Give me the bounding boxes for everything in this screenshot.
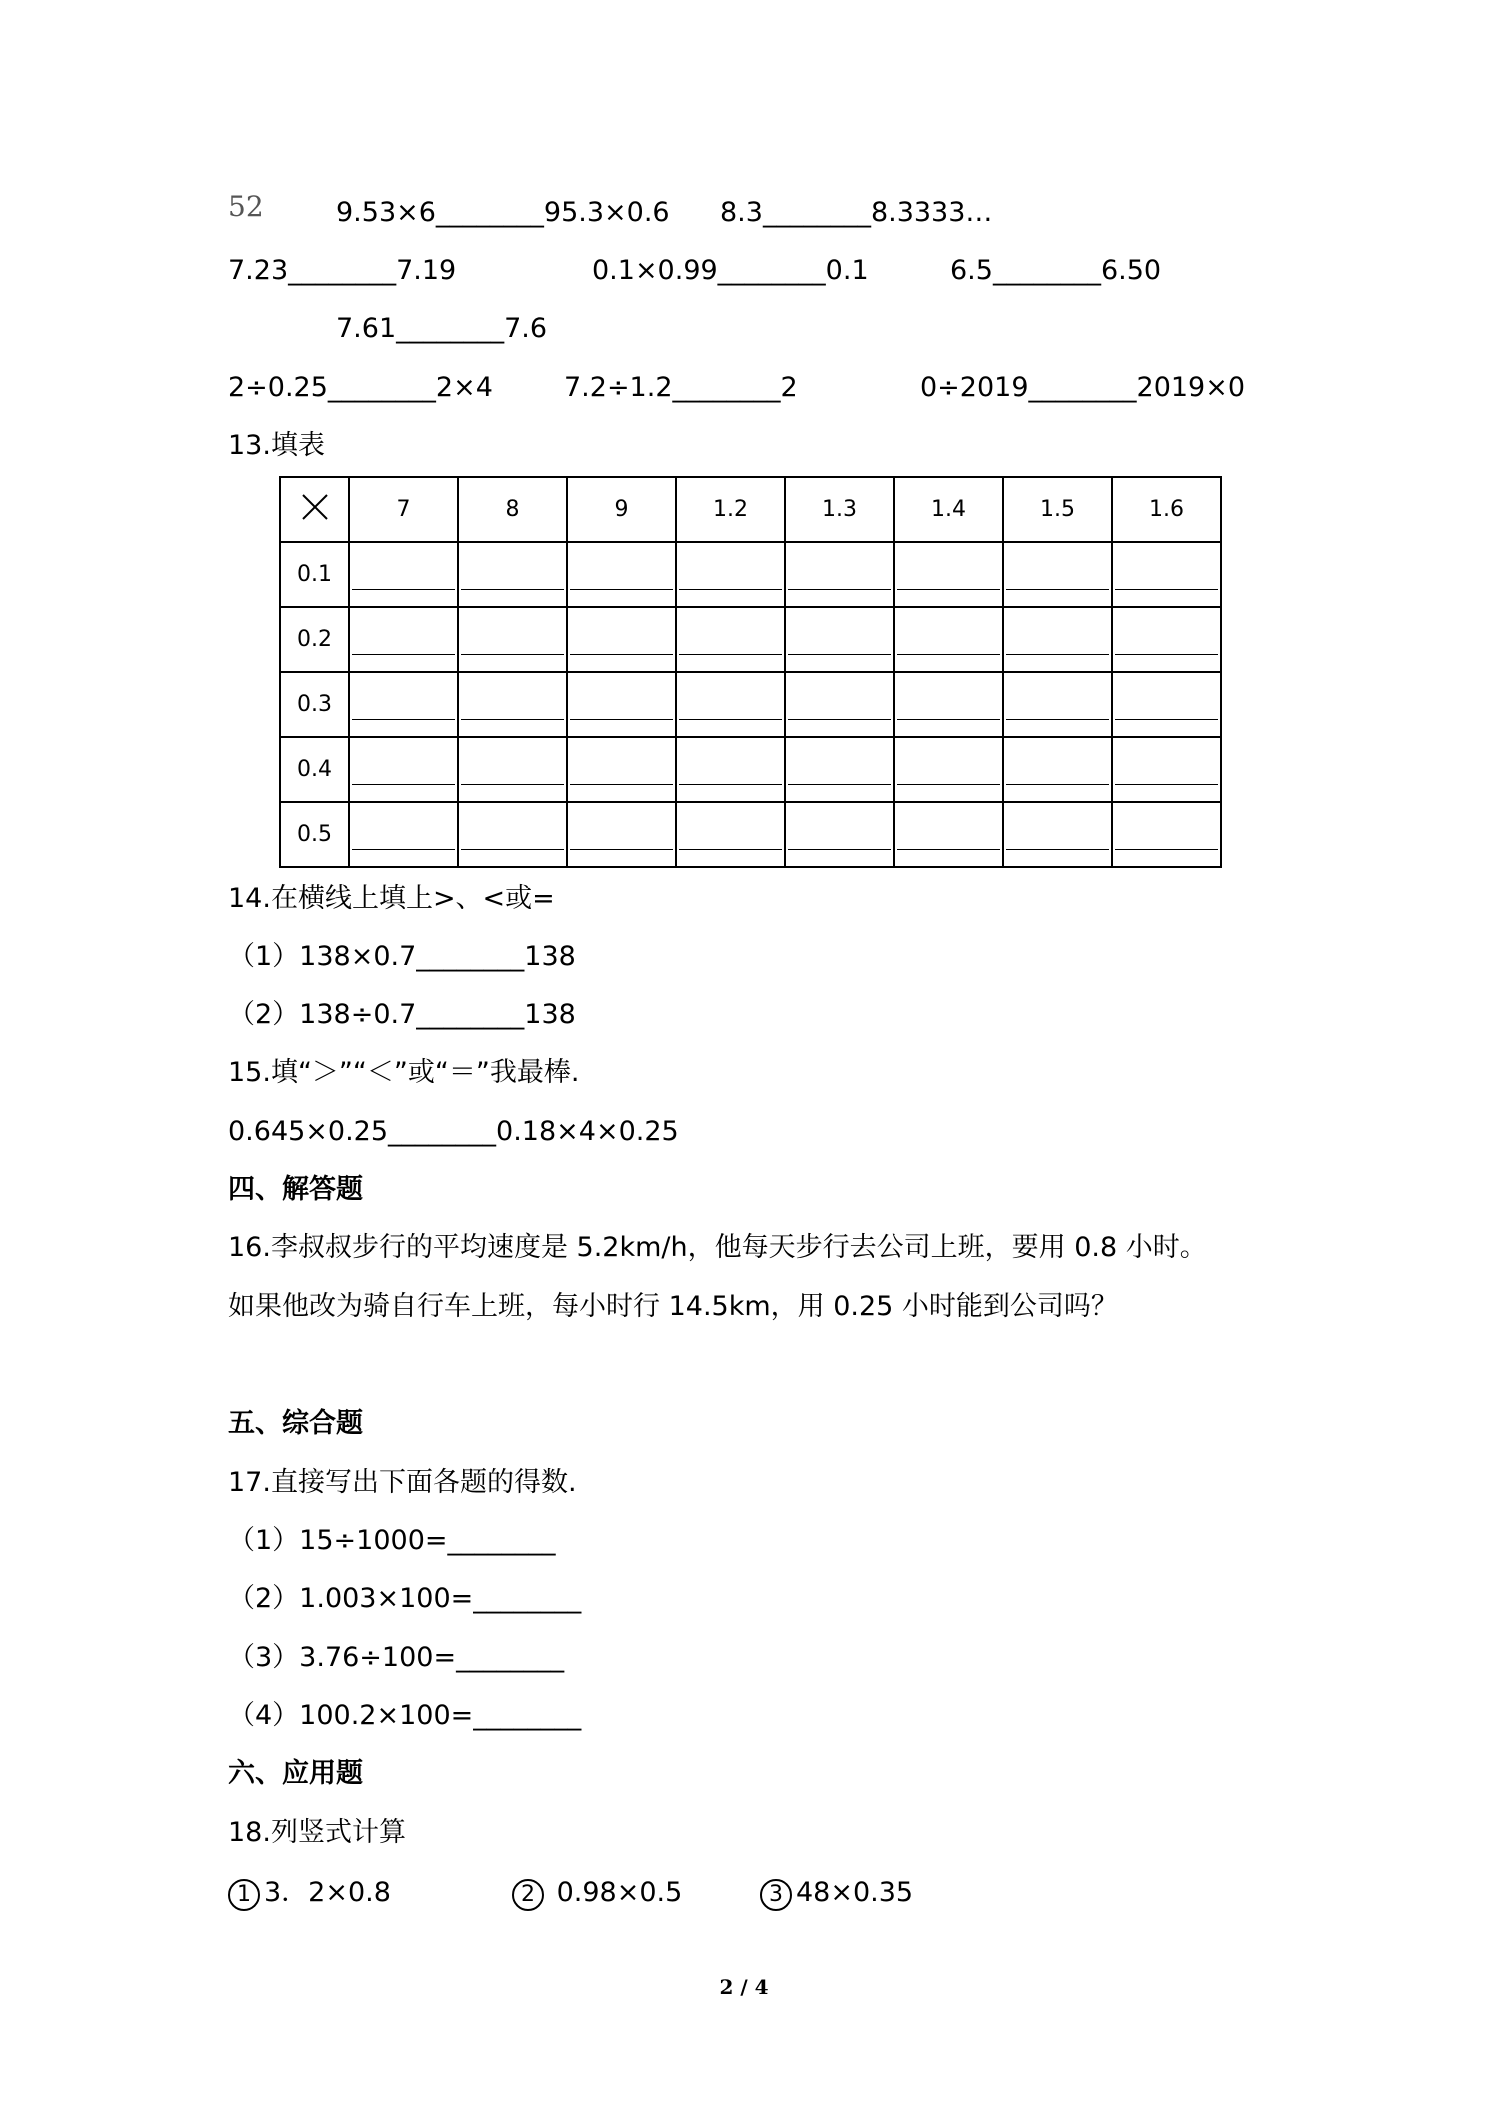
- table-row: [280, 607, 1221, 672]
- answer-blank[interactable]: [349, 737, 458, 802]
- answer-blank[interactable]: [1112, 802, 1221, 867]
- answer-blank[interactable]: [1112, 737, 1221, 802]
- question-title: 15.填“＞”“＜”或“＝”我最棒.: [228, 1057, 580, 1088]
- answer-blank[interactable]: [894, 802, 1003, 867]
- section-heading: 五、综合题: [228, 1408, 363, 1439]
- answer-blank[interactable]: [458, 672, 567, 737]
- page-stamp: 52: [228, 190, 264, 223]
- answer-blank[interactable]: [785, 737, 894, 802]
- page-number: 2 / 4: [719, 1975, 769, 1999]
- answer-blank[interactable]: [567, 672, 676, 737]
- circled-number: 1: [228, 1879, 260, 1911]
- answer-blank[interactable]: [349, 802, 458, 867]
- answer-blank[interactable]: [1112, 542, 1221, 607]
- col-header: 1.3: [785, 477, 894, 542]
- answer-blank[interactable]: [567, 607, 676, 672]
- row-header: 0.1: [280, 542, 349, 607]
- vertical-calc-item: [760, 1876, 913, 1911]
- answer-blank[interactable]: [1003, 802, 1112, 867]
- compare-item: 2÷0.25________2×4: [228, 372, 493, 403]
- answer-blank[interactable]: [458, 802, 567, 867]
- table-header-row: [280, 477, 1221, 542]
- answer-blank[interactable]: [349, 542, 458, 607]
- answer-blank[interactable]: [458, 737, 567, 802]
- answer-blank[interactable]: [458, 607, 567, 672]
- col-header: 8: [458, 477, 567, 542]
- answer-blank[interactable]: [785, 802, 894, 867]
- col-header: 9: [567, 477, 676, 542]
- answer-blank[interactable]: [894, 737, 1003, 802]
- answer-blank[interactable]: [1003, 542, 1112, 607]
- answer-blank[interactable]: [1003, 737, 1112, 802]
- answer-blank[interactable]: [1112, 672, 1221, 737]
- row-header: 0.3: [280, 672, 349, 737]
- question-title: 14.在横线上填上>、<或=: [228, 883, 555, 914]
- calc-item: （3）3.76÷100=________: [228, 1642, 565, 1673]
- times-icon-cell: [280, 477, 349, 542]
- table-row: [280, 542, 1221, 607]
- compare-item: 8.3________8.3333…: [720, 197, 993, 228]
- row-header: 0.2: [280, 607, 349, 672]
- answer-blank[interactable]: [785, 542, 894, 607]
- times-icon: [300, 492, 330, 522]
- calc-expr: 0.98×0.5: [548, 1877, 683, 1908]
- vertical-calc-item: [512, 1876, 682, 1911]
- calc-expr: 48×0.35: [796, 1877, 914, 1908]
- question-text: 16.李叔叔步行的平均速度是 5.2km/h，他每天步行去公司上班，要用 0.8 小时。: [228, 1232, 1207, 1263]
- table-row: [280, 802, 1221, 867]
- section-heading: 六、应用题: [228, 1758, 363, 1789]
- compare-item: 7.23________7.19: [228, 255, 457, 286]
- question-text: 如果他改为骑自行车上班，每小时行 14.5km，用 0.25 小时能到公司吗？: [228, 1291, 1118, 1322]
- answer-blank[interactable]: [1003, 607, 1112, 672]
- compare-item: 6.5________6.50: [950, 255, 1162, 286]
- answer-blank[interactable]: [676, 672, 785, 737]
- col-header: 7: [349, 477, 458, 542]
- section-heading: 四、解答题: [228, 1174, 363, 1205]
- circled-number: 3: [760, 1879, 792, 1911]
- question-title: 17.直接写出下面各题的得数.: [228, 1467, 577, 1498]
- answer-blank[interactable]: [567, 802, 676, 867]
- calc-item: （2）1.003×100=________: [228, 1583, 582, 1614]
- answer-blank[interactable]: [349, 607, 458, 672]
- answer-blank[interactable]: [676, 802, 785, 867]
- col-header: 1.2: [676, 477, 785, 542]
- compare-item: 0.1×0.99________0.1: [592, 255, 869, 286]
- col-header: 1.4: [894, 477, 1003, 542]
- answer-blank[interactable]: [676, 542, 785, 607]
- vertical-calc-item: [228, 1876, 391, 1911]
- answer-blank[interactable]: [1003, 672, 1112, 737]
- table-row: [280, 737, 1221, 802]
- answer-blank[interactable]: [567, 542, 676, 607]
- answer-blank[interactable]: [567, 737, 676, 802]
- circled-number: 2: [512, 1879, 544, 1911]
- compare-item: 0÷2019________2019×0: [920, 372, 1246, 403]
- calc-item: （1）15÷1000=________: [228, 1525, 556, 1556]
- answer-blank[interactable]: [349, 672, 458, 737]
- compare-item: 0.645×0.25________0.18×4×0.25: [228, 1116, 679, 1147]
- answer-blank[interactable]: [894, 607, 1003, 672]
- compare-item: （1）138×0.7________138: [228, 941, 576, 972]
- calc-item: （4）100.2×100=________: [228, 1700, 582, 1731]
- calc-expr: 3．2×0.8: [264, 1877, 391, 1908]
- answer-blank[interactable]: [676, 607, 785, 672]
- compare-item: 7.61________7.6: [336, 313, 548, 344]
- compare-item: （2）138÷0.7________138: [228, 999, 576, 1030]
- question-title: 18.列竖式计算: [228, 1817, 406, 1848]
- row-header: 0.4: [280, 737, 349, 802]
- col-header: 1.6: [1112, 477, 1221, 542]
- row-header: 0.5: [280, 802, 349, 867]
- table-row: [280, 672, 1221, 737]
- question-title: 13.填表: [228, 430, 325, 461]
- compare-item: 7.2÷1.2________2: [564, 372, 798, 403]
- answer-blank[interactable]: [894, 672, 1003, 737]
- answer-blank[interactable]: [676, 737, 785, 802]
- answer-blank[interactable]: [785, 607, 894, 672]
- col-header: 1.5: [1003, 477, 1112, 542]
- answer-blank[interactable]: [785, 672, 894, 737]
- compare-item: 9.53×6________95.3×0.6: [336, 197, 670, 228]
- answer-blank[interactable]: [458, 542, 567, 607]
- multiplication-table: [279, 476, 1222, 868]
- answer-blank[interactable]: [1112, 607, 1221, 672]
- answer-blank[interactable]: [894, 542, 1003, 607]
